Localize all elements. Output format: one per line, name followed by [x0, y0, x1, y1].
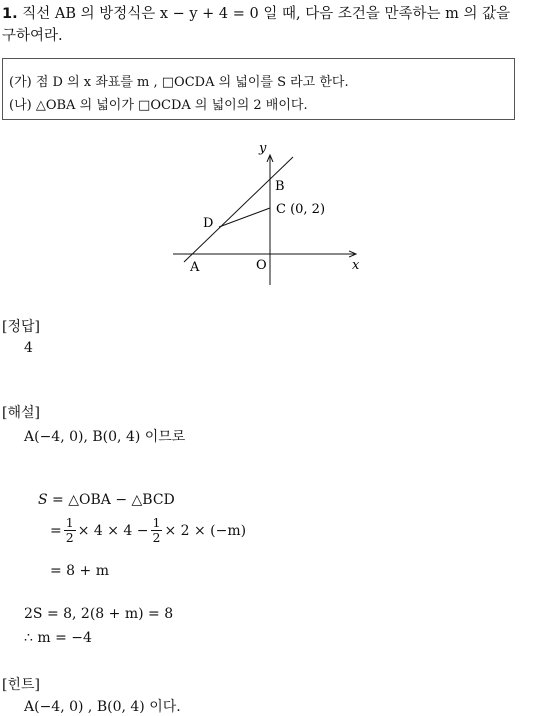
equation-line-3: = 8 + m: [50, 563, 109, 579]
fraction-2-denominator: 2: [152, 530, 161, 545]
fraction-half-1: [64, 516, 76, 545]
equation-2-tail: × 2 × (−m): [164, 522, 247, 539]
equation-2-middle: × 4 × 4 −: [77, 522, 149, 539]
equation-2s: 2S = 8, 2(8 + m) = 8: [24, 606, 174, 622]
equation-2-equals: =: [50, 522, 62, 539]
point-a-label: A: [190, 260, 200, 275]
explanation-line-1: A(−4, 0), B(0, 4) 이므로: [24, 429, 186, 445]
question-line-1: [2, 2, 510, 23]
answer-header: [정답]: [2, 319, 40, 335]
explanation-header: [해설]: [2, 405, 40, 421]
y-axis-label: y: [259, 141, 267, 156]
question-number: 1.: [2, 6, 18, 22]
equation-lhs: S: [38, 492, 48, 508]
hint-line: A(−4, 0) , B(0, 4) 이다.: [24, 699, 181, 715]
coordinate-figure: [0, 135, 534, 305]
conditions-box: [2, 58, 515, 120]
equation-rhs: = △OBA − △BCD: [52, 492, 175, 508]
equation-therefore: ∴ m = −4: [24, 630, 92, 646]
point-c-label: C (0, 2): [276, 202, 326, 217]
point-b-label: B: [275, 179, 285, 194]
condition-ga: (가) 점 D 의 x 좌표를 m , □OCDA 의 넓이를 S 라고 한다.: [9, 75, 349, 90]
fraction-2-numerator: 1: [152, 515, 161, 530]
x-axis-label: x: [352, 258, 360, 273]
fraction-half-2: [151, 516, 163, 545]
segment-dc: [219, 208, 270, 227]
question-line-2: 구하여라.: [2, 28, 63, 44]
question-text-1: 직선 AB 의 방정식은 x − y + 4 = 0 일 때, 다음 조건을 만족하는 m 의 값을: [22, 6, 511, 22]
fraction-1-numerator: 1: [65, 515, 74, 530]
equation-line-1: [38, 492, 175, 508]
fraction-1-denominator: 2: [65, 530, 74, 545]
hint-header: [힌트]: [2, 677, 40, 693]
point-d-label: D: [203, 216, 214, 231]
origin-label: O: [256, 258, 267, 273]
answer-value: 4: [24, 340, 33, 356]
condition-na: (나) △OBA 의 넓이가 □OCDA 의 넓이의 2 배이다.: [9, 98, 308, 113]
equation-line-2: [50, 516, 246, 545]
